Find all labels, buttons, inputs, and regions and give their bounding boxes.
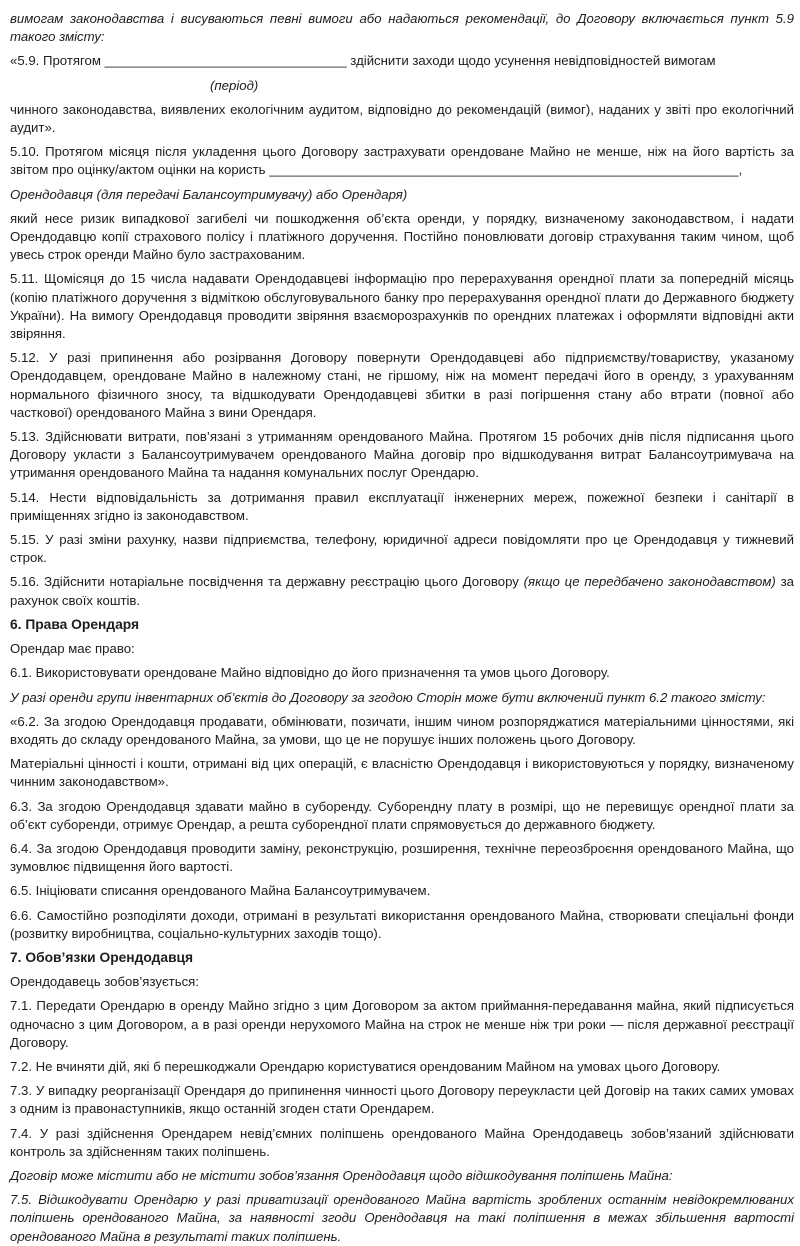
clause-5-16-text: 5.16. Здійснити нотаріальне посвідчення та державну реєстрацію цього Договору	[10, 574, 524, 590]
clause-5-10: 5.10. Протягом місяця після укладення цього Договору застрахувати орендоване Майно не менше, ніж на його вартість за звітом про оцінку/актом оцінки на користь ________________________________________________________________,	[10, 144, 794, 178]
clause-5-11: 5.11. Щомісяця до 15 числа надавати Орендодавцеві інформацію про перерахування орендної плати за попередній місяць (копію платіжного доручення з відміткою обслуговувального банку про перерахування орендної плати до Державного бюджету України). На вимогу Орендодавця проводити звіряння взаєморозрахунків по орендних платежах і оформляти відповідні акти звіряння.	[10, 271, 794, 342]
period-caption: (період)	[210, 77, 259, 93]
clause-7-5: 7.5. Відшкодувати Орендарю у разі приватизації орендованого Майна вартість зроблених останнім невідокремлюваних поліпшень орендованого Майна, за наявності згоди Орендодавця на такі поліпшення в межах збільшення вартості орендованого Майна в результаті таких поліпшень.	[10, 1192, 794, 1244]
clause-5-10-continued: який несе ризик випадкової загибелі чи пошкодження об’єкта оренди, у порядку, визначеному законодавством, і надати Орендодавцю копії страхового полісу і платіжного доручення. Постійно поновлювати договір страхування таким чином, щоб увесь строк оренди Майно було застрахованим.	[10, 210, 794, 263]
clause-5-15: 5.15. У разі зміни рахунку, назви підприємства, телефону, юридичної адреси повідомляти про це Орендодавця у тижневий строк.	[10, 532, 794, 566]
clause-6-4: 6.4. За згодою Орендодавця проводити заміну, реконструкцію, розширення, технічне переозброєння орендованого Майна, що зумовлює підвищення його вартості.	[10, 840, 794, 875]
clause-6-6: 6.6. Самостійно розподіляти доходи, отримані в результаті використання орендованого Майна, створювати спеціальні фонди (розвитку виробництва, соціально-культурних заходів тощо).	[10, 907, 794, 941]
clause-5-16-text-end: за рахунок своїх коштів.	[10, 574, 794, 608]
section-heading-6: 6. Права Орендаря	[10, 616, 140, 632]
clause-5-14: 5.14. Нести відповідальність за дотримання правил експлуатації інженерних мереж, пожежної безпеки і санітарії в приміщеннях згідно із законодавством.	[10, 489, 794, 523]
section-heading-7: 7. Обов’язки Орендодавця	[10, 949, 194, 965]
clause-6-3: 6.3. За згодою Орендодавця здавати майно в суборенду. Суборендну плату в розмірі, що не перевищує орендної плати за об’єкт суборенди, отримує Орендар, а решта суборендної плати спрямовується до державного бюджету.	[10, 798, 794, 832]
intro-clause-7-5: Договір може містити або не містити зобов’язання Орендодавця щодо відшкодування поліпшень Майна:	[10, 1167, 673, 1183]
clause-6-5: 6.5. Ініціювати списання орендованого Майна Балансоутримувачем.	[10, 883, 431, 899]
clause-5-16	[10, 573, 794, 609]
intro-clause-6-2: У разі оренди групи інвентарних об’єктів до Договору за згодою Сторін може бути включений пункт 6.2 такого змісту:	[10, 689, 766, 705]
clause-5-13: 5.13. Здійснювати витрати, пов’язані з утриманням орендованого Майна. Протягом 15 робочих днів після підписання цього Договору укласти з Балансоутримувачем орендованого Майна договір про відшкодування витрат Балансоутримувача на утримання орендованого Майна та надання комунальних послуг Орендарю.	[10, 429, 794, 481]
beneficiary-caption: Орендодавця (для передачі Балансоутримувачу) або Орендаря)	[10, 186, 408, 202]
intro-clause-5-9: вимогам законодавства і висуваються певні вимоги або надаються рекомендації, до Договору включається пункт 5.9 такого змісту:	[10, 11, 794, 45]
clause-5-12: 5.12. У разі припинення або розірвання Договору повернути Орендодавцеві або підприємству/товариству, указаному Орендодавцем, орендоване Майно в належному стані, не гіршому, ніж на момент передачі його в оренду, з урахуванням нормального фізичного зносу, та відшкодувати Орендодавцеві збитки в разі погіршення стану або втрати (повної або часткової) орендованого Майна з вини Орендаря.	[10, 350, 794, 420]
clause-7-intro: Орендодавець зобов’язується:	[10, 974, 199, 990]
clause-7-2: 7.2. Не вчиняти дій, які б перешкоджали Орендарю користуватися орендованим Майном на умовах цього Договору.	[10, 1058, 721, 1074]
clause-6-1: 6.1. Використовувати орендоване Майно відповідно до його призначення та умов цього Договору.	[10, 665, 610, 681]
clause-5-16-parenthetical: (якщо це передбачено законодавством)	[523, 574, 776, 590]
clause-6-2-continued: Матеріальні цінності і кошти, отримані від цих операцій, є власністю Орендодавця і використовуються у порядку, визначеному чинним законодавством».	[10, 756, 794, 790]
clause-7-1: 7.1. Передати Орендарю в оренду Майно згідно з цим Договором за актом приймання-передавання майна, який підписується одночасно з цим Договором, а в разі оренди нерухомого Майна на строк не менше ніж три роки — після державної реєстрації Договору.	[10, 998, 794, 1050]
clause-6-intro: Орендар має право:	[10, 641, 135, 657]
clause-7-4: 7.4. У разі здійснення Орендарем невід’ємних поліпшень орендованого Майна Орендодавець зобов’язаний здійснювати контроль за здійсненням таких поліпшень.	[10, 1125, 794, 1159]
clause-5-9: «5.9. Протягом _________________________________ здійснити заходи щодо усунення невідповідностей вимогам	[10, 53, 716, 69]
clause-7-3: 7.3. У випадку реорганізації Орендаря до припинення чинності цього Договору переукласти цей Договір на таких самих умовах з одним із правонаступників, якщо останній згоден стати Орендарем.	[10, 1083, 794, 1117]
clause-6-2: «6.2. За згодою Орендодавця продавати, обмінювати, позичати, іншим чином розпоряджатися матеріальними цінностями, які входять до складу орендованого Майна, за умови, що це не порушує інших положень цього Договору.	[10, 713, 794, 747]
clause-5-9-continued: чинного законодавства, виявлених екологічним аудитом, відповідно до рекомендацій (вимог), наданих у звіті про екологічний аудит».	[10, 101, 794, 136]
